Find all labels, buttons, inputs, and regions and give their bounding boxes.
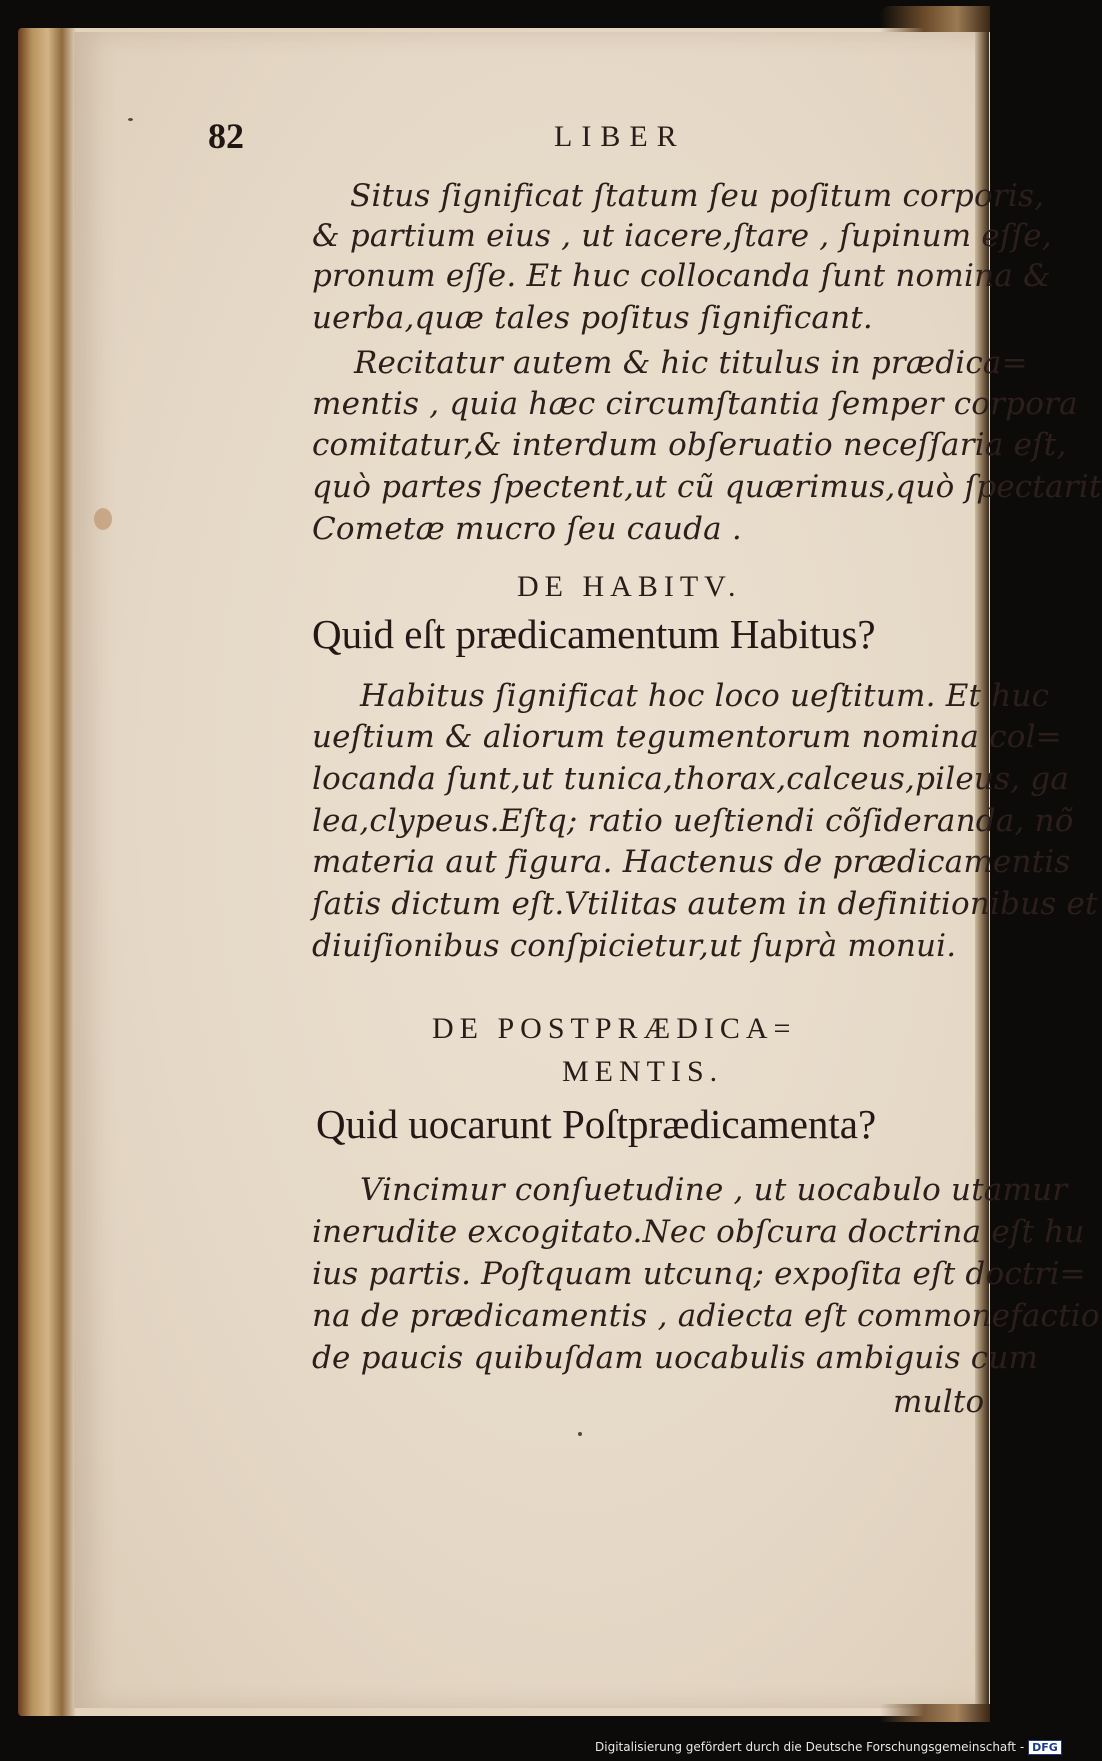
catchword: multo (893, 1384, 985, 1420)
page-number: 82 (208, 116, 244, 156)
body-line: mentis , quia hæc circumſtantia ſemper corpora (312, 386, 1078, 422)
section-heading-postpraedicamentis-cont: MENTIS. (562, 1055, 724, 1088)
body-line: & partium eius , ut iacere,ſtare , ſupinum eſſe, (312, 218, 1052, 254)
body-line: ius partis. Poſtquam utcunq; expoſita eſt doctri= (312, 1256, 1086, 1292)
body-line: inerudite excogitato.Nec obſcura doctrina eſt hu (312, 1214, 1085, 1250)
running-head: LIBER (554, 120, 686, 153)
body-line: diuiſionibus conſpicietur,ut ſuprà monui. (312, 928, 957, 964)
body-line: Situs ſignificat ſtatum ſeu poſitum corporis, (350, 178, 1045, 214)
body-line: de paucis quibuſdam uocabulis ambiguis cum (312, 1340, 1039, 1376)
body-line: materia aut figura. Hactenus de prædicamentis (312, 844, 1071, 880)
credit-text: Digitalisierung gefördert durch die Deutsche Forschungsgemeinschaft - (595, 1740, 1025, 1754)
body-line: na de prædicamentis , adiecta eſt commonefactio (312, 1298, 1100, 1334)
body-line: locanda ſunt,ut tunica,thorax,calceus,pileus, ga (312, 761, 1070, 797)
body-line: quò partes ſpectent,ut cũ quærimus,quò ſpectarit (312, 469, 1102, 505)
body-line: Habitus ſignificat hoc loco ueſtitum. Et huc (360, 678, 1050, 714)
dfg-logo-badge: DFG (1028, 1740, 1062, 1755)
section-heading-habitus: DE HABITV. (517, 570, 742, 603)
question-postpraedicamenta: Quid uocarunt Poſtprædicamenta? (316, 1101, 877, 1147)
body-line: Vincimur conſuetudine , ut uocabulo utamur (360, 1172, 1068, 1208)
section-heading-postpraedicamentis: DE POSTPRÆDICA= (432, 1012, 797, 1045)
body-line: ueſtium & aliorum tegumentorum nomina col= (312, 719, 1062, 755)
body-line: lea,clypeus.Eſtq; ratio ueſtiendi cõſideranda, nõ (312, 803, 1074, 839)
digitization-credit (595, 1740, 1062, 1755)
body-line: Cometæ mucro ſeu cauda . (312, 511, 742, 547)
body-line: uerba,quæ tales poſitus ſignificant. (312, 300, 873, 336)
question-habitus: Quid eſt prædicamentum Habitus? (312, 611, 876, 657)
body-line: pronum eſſe. Et huc collocanda ſunt nomina & (312, 258, 1051, 294)
body-line: comitatur,& interdum obſeruatio neceſſaria eſt, (312, 427, 1067, 463)
body-line: ſatis dictum eſt.Vtilitas autem in definitionibus et (312, 886, 1098, 922)
body-line: Recitatur autem & hic titulus in prædica= (354, 345, 1028, 381)
